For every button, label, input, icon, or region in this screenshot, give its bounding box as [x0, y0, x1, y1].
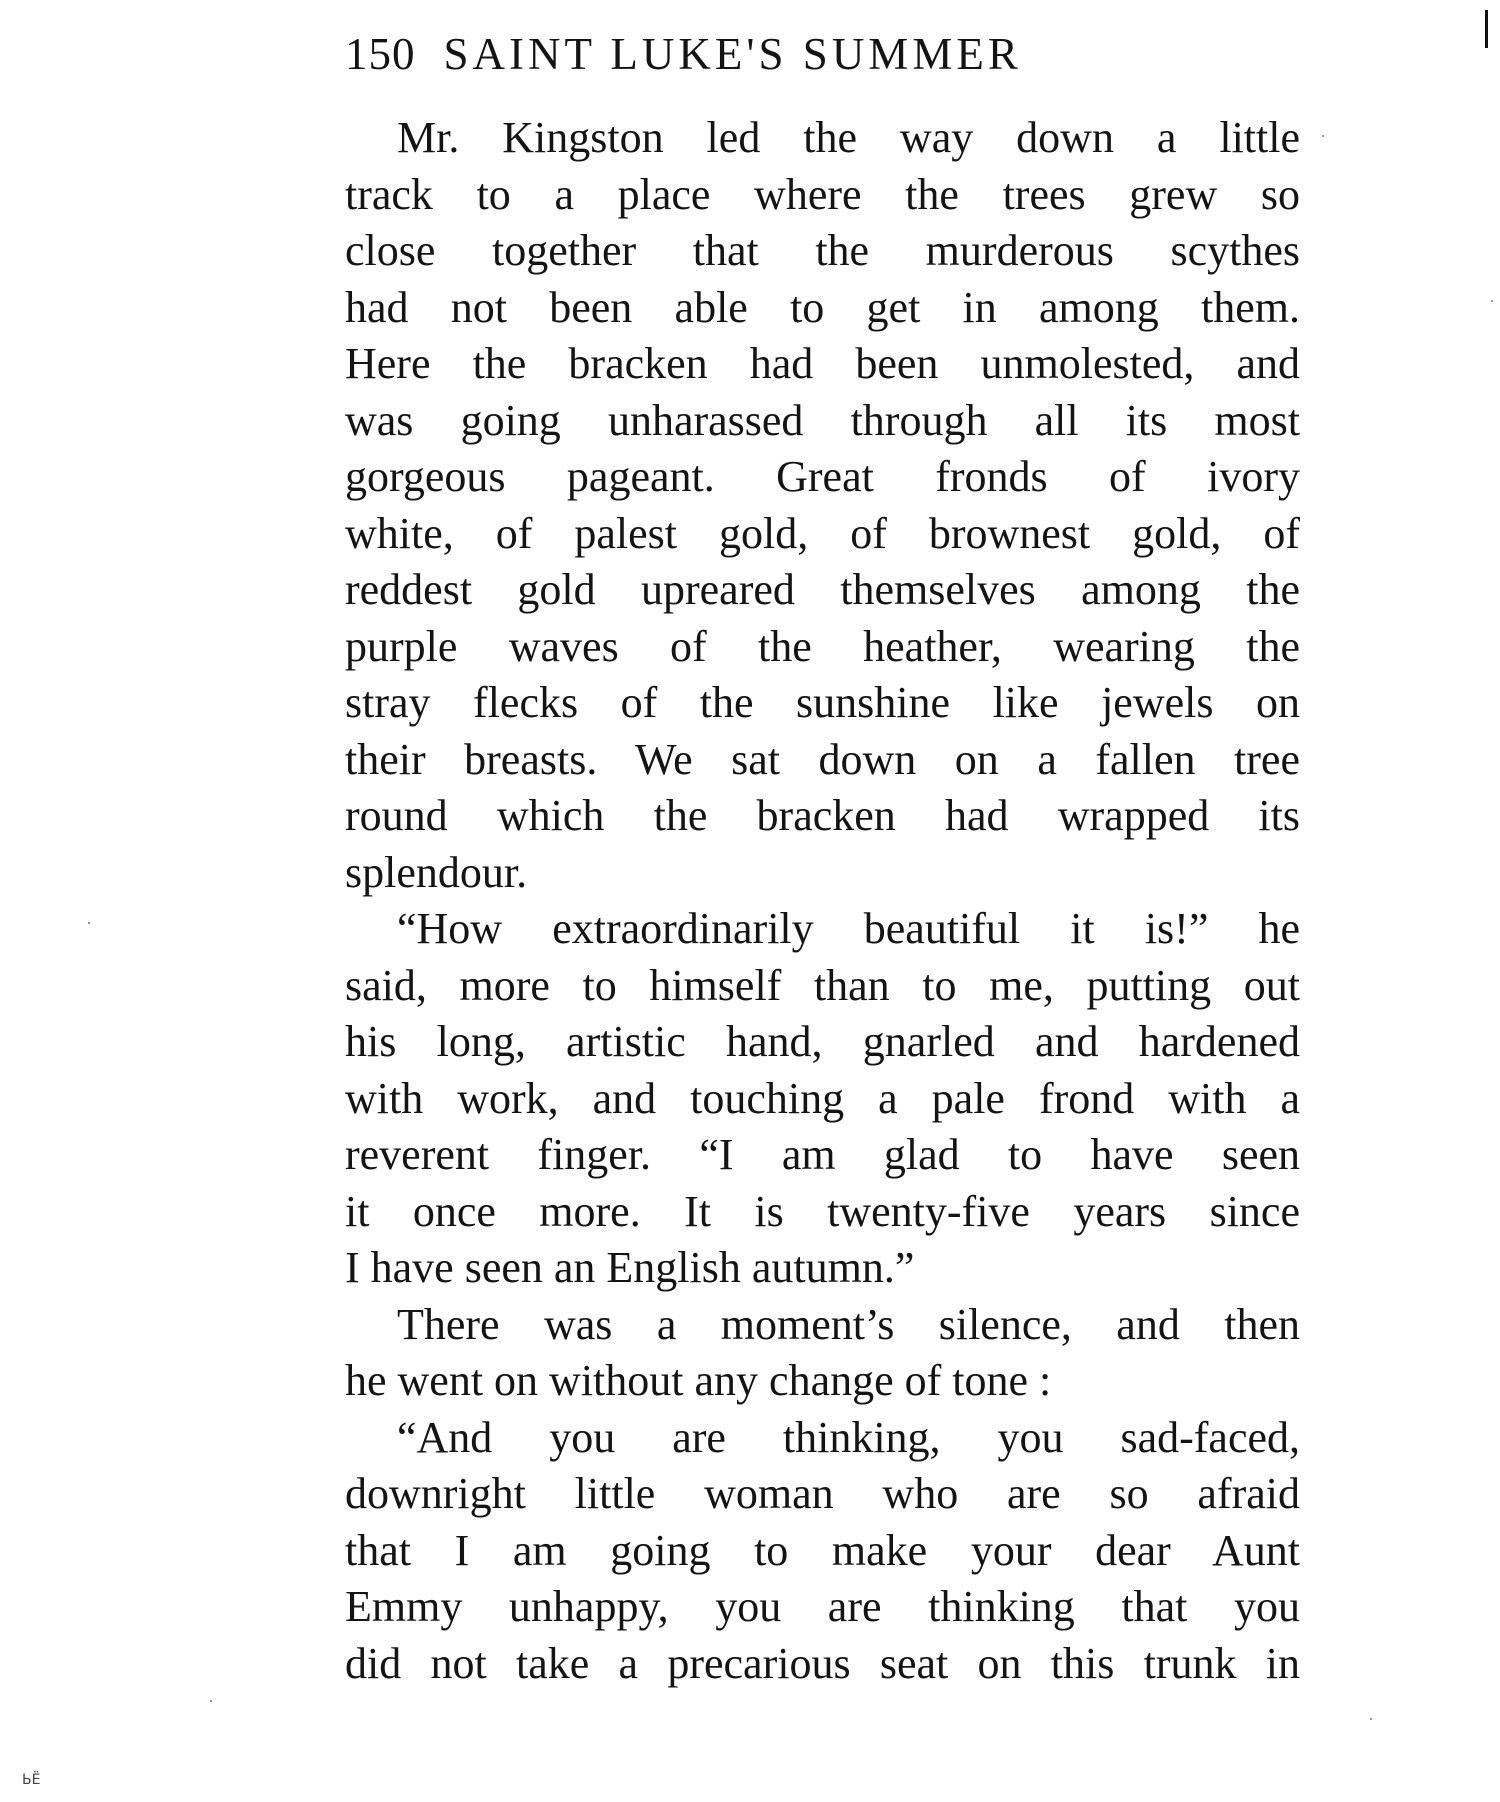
text-line: did not take a precarious seat on this trunk in: [345, 1638, 1300, 1688]
text-line: round which the bracken had wrapped its: [345, 791, 1300, 840]
text-line: “And you are thinking, you sad-faced,: [397, 1412, 1300, 1462]
text-line: it once more. It is twenty-five years since: [345, 1186, 1300, 1236]
text-line: his long, artistic hand, gnarled and hardened: [345, 1017, 1300, 1066]
text-line: track to a place where the trees grew so: [345, 169, 1300, 219]
text-line: white, of palest gold, of brownest gold, of: [345, 508, 1300, 558]
text-line: stray flecks of the sunshine like jewels on: [345, 678, 1300, 727]
text-line: close together that the murderous scythes: [345, 226, 1300, 275]
body-text: [345, 110, 1300, 1692]
scan-edge-mark: [1485, 10, 1488, 48]
scan-speck: [1491, 300, 1493, 302]
text-line: splendour.: [345, 847, 528, 897]
running-title: SAINT LUKE'S SUMMER: [443, 29, 1022, 79]
scan-speck: [210, 1700, 212, 1702]
text-line: gorgeous pageant. Great fronds of ivory: [345, 452, 1300, 501]
scan-speck: [1370, 1718, 1372, 1720]
scan-speck: [1322, 135, 1324, 137]
text-line: Mr. Kingston led the way down a little: [397, 113, 1300, 162]
text-line: said, more to himself than to me, putting out: [345, 960, 1300, 1010]
text-line: he went on without any change of tone :: [345, 1356, 1052, 1405]
corner-scan-mark: ЬЁ: [22, 1772, 41, 1788]
text-line: downright little woman who are so afraid: [345, 1469, 1300, 1518]
text-line: Emmy unhappy, you are thinking that you: [345, 1582, 1300, 1631]
text-line: had not been able to get in among them.: [345, 282, 1300, 332]
text-line: their breasts. We sat down on a fallen tree: [345, 734, 1300, 784]
scan-speck: [88, 922, 90, 924]
text-line: I have seen an English autumn.”: [345, 1243, 915, 1292]
page-header: [345, 22, 1022, 86]
text-line: with work, and touching a pale frond with a: [345, 1073, 1300, 1123]
text-line: “How extraordinarily beautiful it is!” he: [397, 904, 1300, 953]
text-line: reddest gold upreared themselves among the: [345, 565, 1300, 614]
text-line: There was a moment’s silence, and then: [397, 1299, 1300, 1349]
text-line: Here the bracken had been unmolested, and: [345, 339, 1300, 388]
text-line: was going unharassed through all its most: [345, 395, 1300, 445]
text-line: purple waves of the heather, wearing the: [345, 621, 1300, 671]
text-line: reverent finger. “I am glad to have seen: [345, 1130, 1300, 1179]
text-line: that I am going to make your dear Aunt: [345, 1525, 1300, 1575]
page-number: 150: [345, 29, 416, 79]
